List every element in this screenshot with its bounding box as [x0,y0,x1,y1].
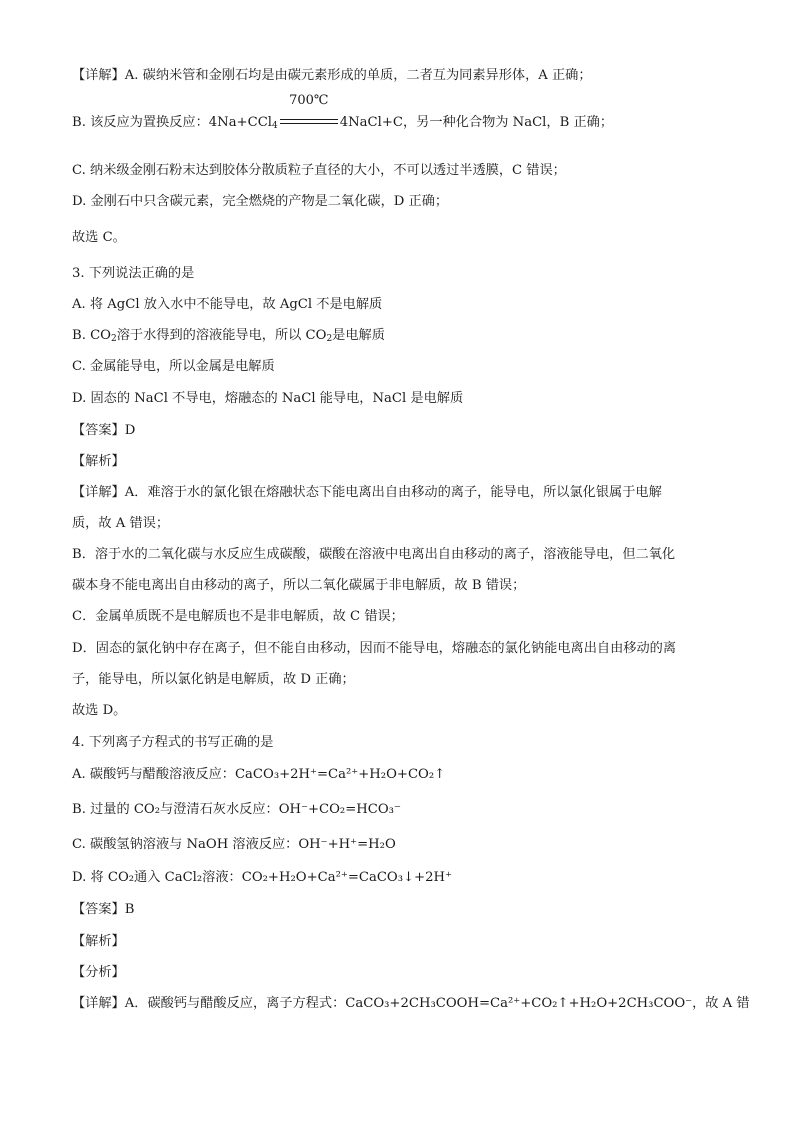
option-d: D. 将 CO₂通入 CaCl₂溶液：CO₂+H₂O+Ca²⁺=CaCO₃↓+2H⁺ [72,870,452,885]
text-line: 【详解】A．难溶于水的氯化银在熔融状态下能电离出自由移动的离子，能导电，所以氯化银属于电解 [72,485,662,500]
subscript: 4 [272,121,278,131]
text-line: 【详解】A．碳酸钙与醋酸反应，离子方程式：CaCO₃+2CH₃COOH=Ca²⁺+CO₂↑+H₂O+2CH₃COO⁻，故 A 错 [72,996,750,1011]
text-segment: 4NaCl+C，另一种化合物为 NaCl，B 正确； [339,115,614,130]
reaction-condition: 700℃ [289,93,329,108]
text-line: D. 金刚石中只含碳元素，完全燃烧的产物是二氧化碳，D 正确； [72,194,449,209]
subscript: 2 [326,334,333,344]
text-line: C. 纳米级金刚石粉末达到胶体分散质粒子直径的大小，不可以透过半透膜，C 错误； [72,163,566,178]
text-line: D．固态的氯化钠中存在离子，但不能自由移动，因而不能导电，熔融态的氯化钠能电离出自由移动的离 [72,641,677,656]
option-b: B. 过量的 CO₂与澄清石灰水反应：OH⁻+CO₂=HCO₃⁻ [72,802,401,817]
text-line: 【详解】A. 碳纳米管和金刚石均是由碳元素形成的单质，二者互为同素异形体，A 正确； [72,68,592,83]
option-d: D. 固态的 NaCl 不导电，熔融态的 NaCl 能导电，NaCl 是电解质 [72,391,464,406]
text-segment: B. CO [72,328,111,343]
option-c: C. 金属能导电，所以金属是电解质 [72,359,275,374]
text-line: 碳本身不能电离出自由移动的离子，所以二氧化碳属于非电解质，故 B 错误； [72,578,526,593]
option-c: C. 碳酸氢钠溶液与 NaOH 溶液反应：OH⁻+H⁺=H₂O [72,837,396,852]
answer-label: 【答案】D [72,423,136,438]
reaction-arrow [280,93,338,132]
analysis-label: 【解析】 [72,454,125,469]
text-line: 故选 D。 [72,703,127,718]
subscript: 2 [110,334,117,344]
text-line: 质，故 A 错误； [72,516,170,531]
text-segment: B. 该反应为置换反应：4Na+CCl [72,115,273,130]
answer-label: 【答案】B [72,902,135,917]
text-segment: 是电解质 [332,328,385,343]
analysis-label: 【解析】 [72,934,125,949]
text-segment: 溶于水得到的溶液能导电，所以 CO [116,328,327,343]
question-title: 4. 下列离子方程式的书写正确的是 [72,735,274,750]
text-line: 子，能导电，所以氯化钠是电解质，故 D 正确； [72,672,355,687]
text-line: C．金属单质既不是电解质也不是非电解质，故 C 错误； [72,609,404,624]
option-a: A. 将 AgCl 放入水中不能导电，故 AgCl 不是电解质 [72,297,383,312]
text-line: 故选 C。 [72,230,126,245]
question-title: 3. 下列说法正确的是 [72,266,195,281]
fenxi-label: 【分析】 [72,965,125,980]
option-b [72,327,734,348]
reaction-equation-line [72,93,734,135]
text-line: B．溶于水的二氧化碳与水反应生成碳酸，碳酸在溶液中电离出自由移动的离子，溶液能导电，但二氧化 [72,547,676,562]
option-a: A. 碳酸钙与醋酸溶液反应：CaCO₃+2H⁺=Ca²⁺+H₂O+CO₂↑ [72,767,446,782]
